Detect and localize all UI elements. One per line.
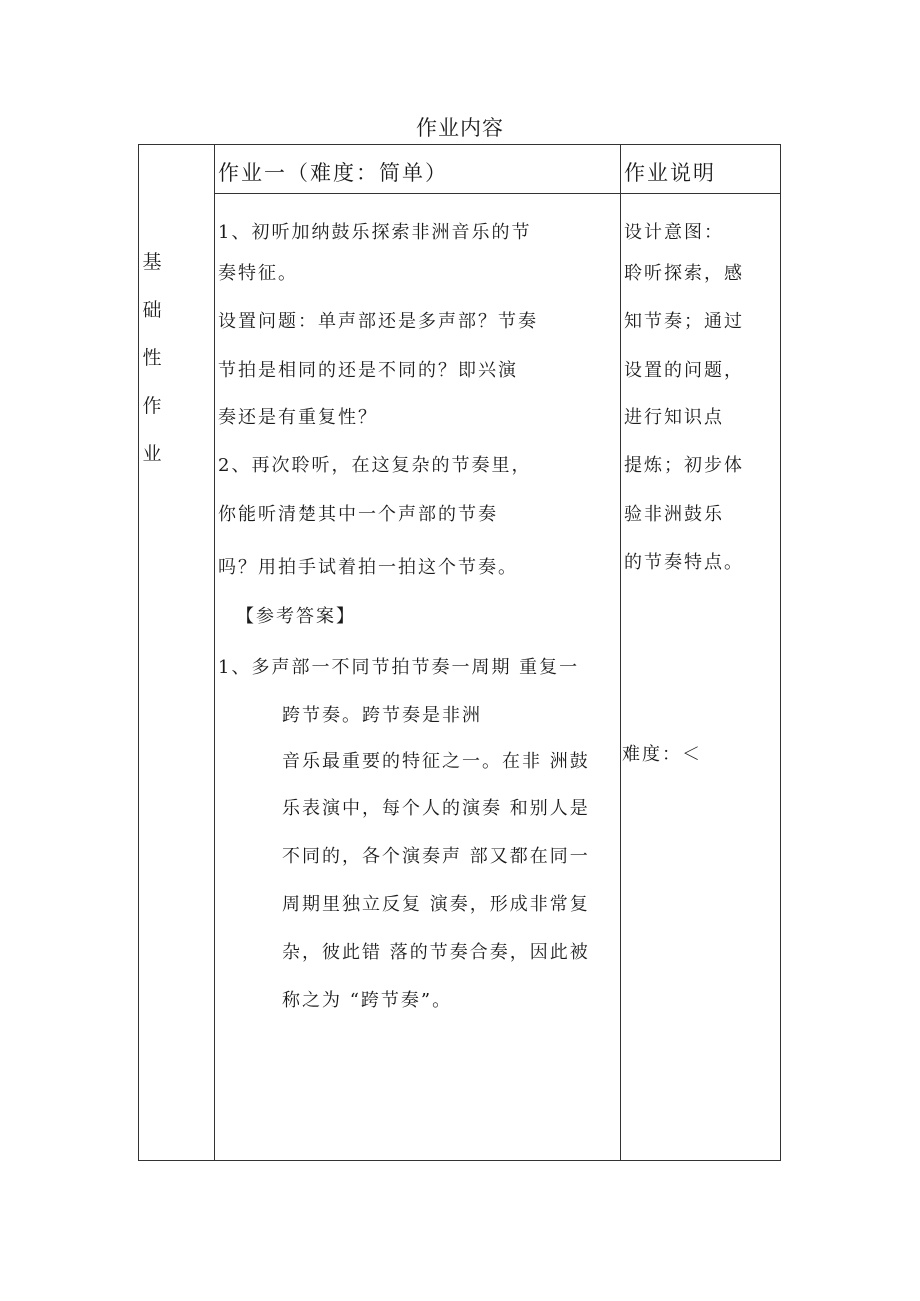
answer-line: 不同的，各个演奏声 部又都在同一: [282, 846, 590, 867]
explain-line: 的节奏特点。: [624, 552, 744, 573]
task-line: 设置问题：单声部还是多声部？节奏: [218, 311, 538, 332]
category-char: 业: [142, 443, 162, 465]
category-char: 作: [142, 395, 162, 417]
task-line: 你能听清楚其中一个声部的节奏: [218, 504, 498, 525]
answer-line: 周期里独立反复 演奏，形成非常复: [282, 894, 590, 915]
table-border-right: [780, 144, 781, 1161]
task-line: 奏特征。: [218, 263, 298, 284]
column-divider-1: [214, 144, 215, 1161]
answer-line: 跨节奏。跨节奏是非洲: [282, 705, 482, 726]
answer-line: 乐表演中，每个人的演奏 和别人是: [282, 798, 590, 819]
explain-line: 知节奏；通过: [624, 311, 744, 332]
explain-line: 提炼；初步体: [624, 455, 744, 476]
header-row-divider: [214, 193, 781, 194]
answer-line: 称之为 “跨节奏”。: [282, 990, 453, 1011]
category-char: 础: [142, 299, 162, 321]
difficulty-note: 难度：＜: [622, 744, 702, 765]
explain-line: 进行知识点: [624, 407, 724, 428]
task-line: 2、再次聆听，在这复杂的节奏里，: [218, 455, 532, 476]
task-header: 作业一（难度：简单）: [218, 161, 448, 185]
answer-line: 音乐最重要的特征之一。在非 洲鼓: [282, 751, 590, 772]
category-char: 性: [142, 347, 162, 369]
explain-line: 设计意图：: [624, 222, 724, 243]
category-char: 基: [142, 251, 162, 273]
task-line: 吗？用拍手试着拍一拍这个节奏。: [218, 557, 518, 578]
table-border-left: [138, 144, 139, 1161]
task-line: 1、初听加纳鼓乐探索非洲音乐的节: [218, 222, 532, 243]
task-line: 节拍是相同的还是不同的？即兴演: [218, 360, 518, 381]
task-line: 奏还是有重复性？: [218, 407, 378, 428]
answer-line: 1、多声部一不同节拍节奏一周期 重复一: [218, 657, 580, 678]
answer-heading: 【参考答案】: [236, 606, 356, 627]
explain-line: 设置的问题，: [624, 360, 744, 381]
page-title: 作业内容: [416, 116, 504, 140]
explain-line: 聆听探索，感: [624, 263, 744, 284]
column-divider-2: [620, 144, 621, 1161]
table-border-top: [138, 144, 781, 145]
answer-line: 杂，彼此错 落的节奏合奏，因此被: [282, 942, 590, 963]
table-border-bottom: [138, 1160, 781, 1161]
explain-line: 验非洲鼓乐: [624, 504, 724, 525]
explain-header: 作业说明: [624, 161, 716, 185]
